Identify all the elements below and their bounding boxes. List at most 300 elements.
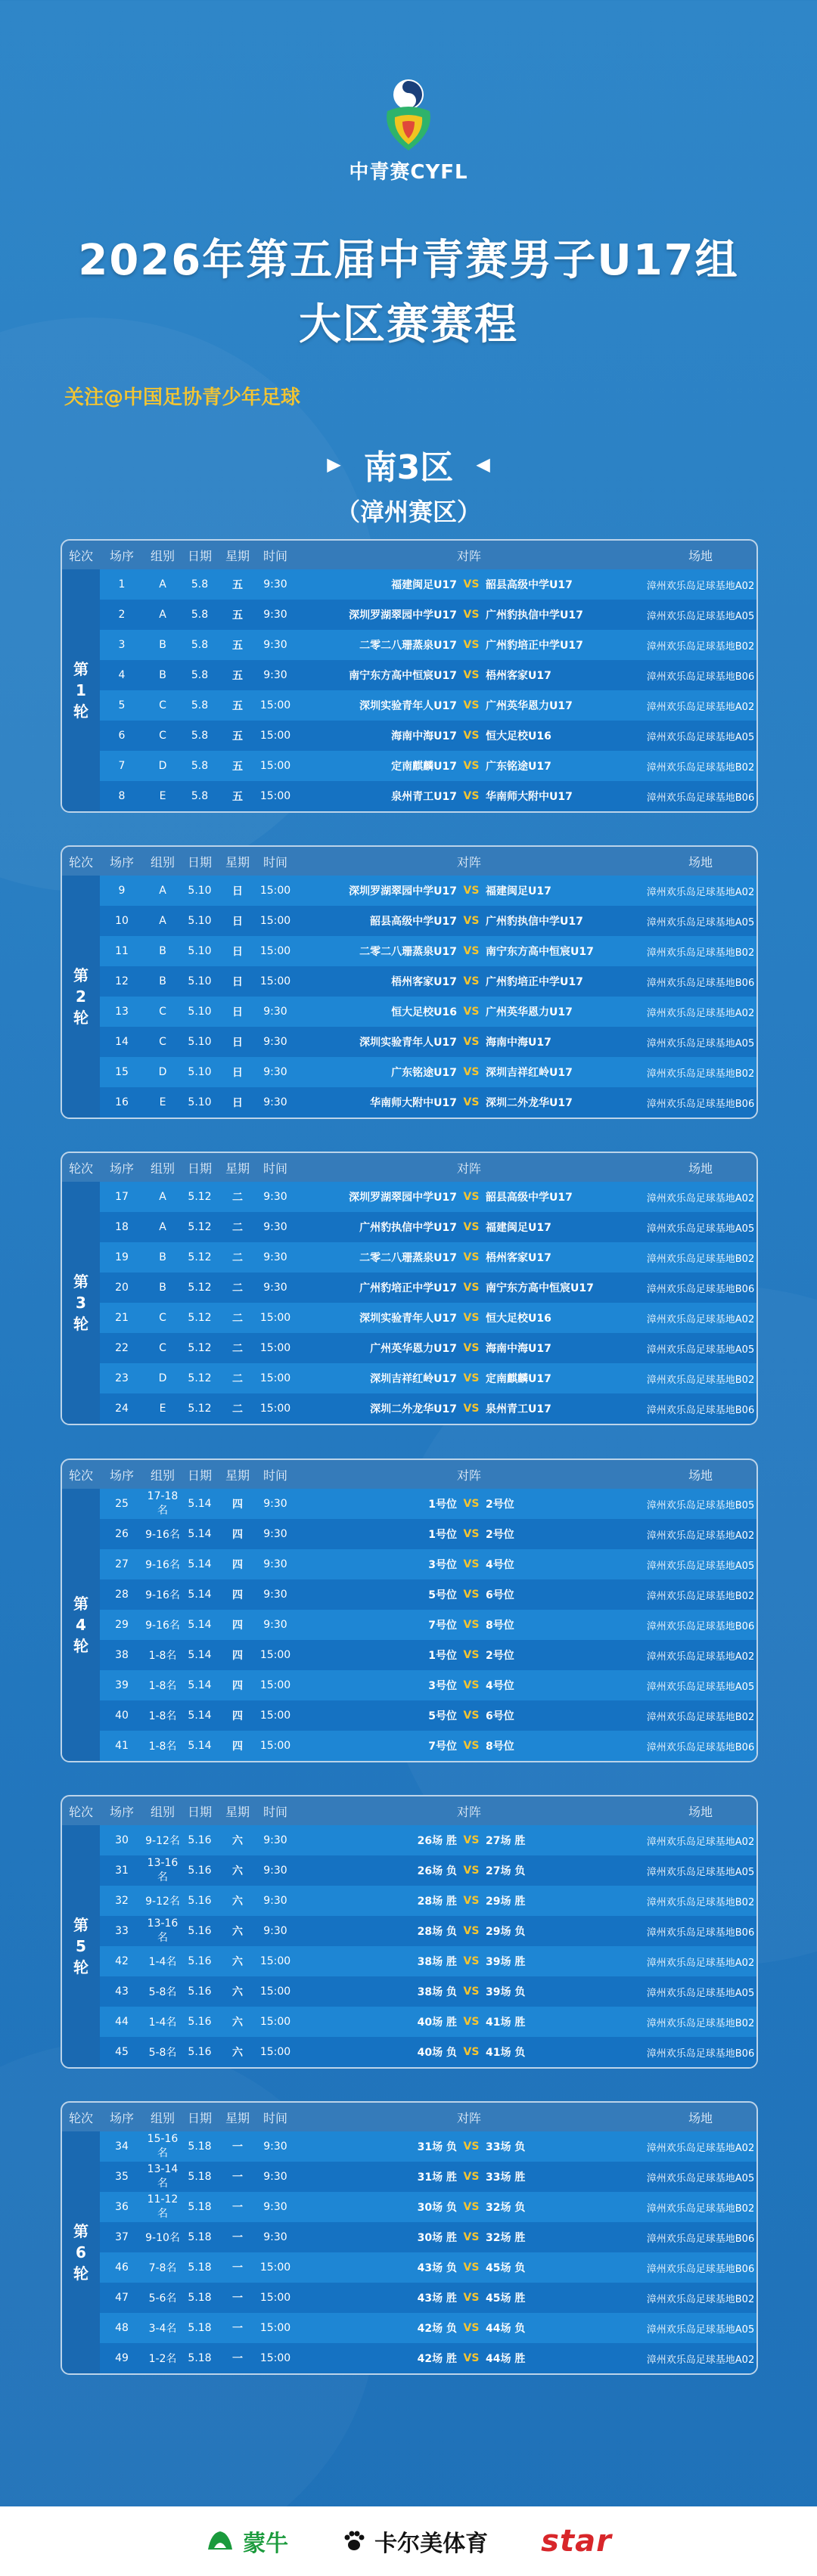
table-row bbox=[100, 1242, 756, 1273]
home-team: 1号位 bbox=[428, 1499, 457, 1511]
date: 5.18 bbox=[188, 2201, 212, 2213]
round-table bbox=[61, 539, 758, 813]
region-name: 南3区 bbox=[363, 448, 454, 487]
match-number: 17 bbox=[115, 1191, 129, 1203]
time: 15:00 bbox=[259, 730, 291, 742]
column-header-group: 组别 bbox=[150, 1161, 175, 1176]
home-team: 深圳罗湖翠园中学U17 bbox=[349, 885, 457, 897]
home-team: 广东铭途U17 bbox=[391, 1067, 457, 1079]
date: 5.12 bbox=[188, 1372, 212, 1384]
column-header-weekday: 星期 bbox=[225, 2110, 250, 2125]
group: 3-4名 bbox=[148, 2323, 177, 2335]
column-header-time: 时间 bbox=[262, 1804, 287, 1819]
column-header-date: 日期 bbox=[187, 854, 212, 870]
weekday: 六 bbox=[232, 1986, 243, 1998]
table-row bbox=[100, 1946, 756, 1976]
triangle-right-icon: ▶ bbox=[327, 454, 341, 475]
venue: 漳州欢乐岛足球基地B02 bbox=[646, 947, 755, 959]
group: B bbox=[159, 639, 166, 651]
vs-label: VS bbox=[463, 1649, 480, 1661]
group: A bbox=[159, 1191, 166, 1203]
home-team: 1号位 bbox=[428, 1650, 457, 1662]
vs-label: VS bbox=[463, 1589, 480, 1601]
time: 15:00 bbox=[259, 2322, 291, 2334]
weekday: 一 bbox=[232, 2353, 243, 2365]
time: 15:00 bbox=[259, 945, 291, 957]
away-team: 8号位 bbox=[486, 1620, 514, 1632]
round-table bbox=[61, 1458, 758, 1762]
vs-label: VS bbox=[463, 1710, 480, 1722]
column-header-match: 对阵 bbox=[456, 854, 481, 870]
group: 13-16名 bbox=[147, 1917, 179, 1944]
match-number: 22 bbox=[115, 1342, 129, 1354]
round-label-char: 2 bbox=[76, 987, 86, 1006]
weekday: 五 bbox=[232, 761, 243, 773]
date: 5.16 bbox=[188, 1895, 212, 1907]
time: 15:00 bbox=[259, 1710, 291, 1722]
home-team: 深圳实验青年人U17 bbox=[359, 1313, 457, 1325]
sponsor-mengniu bbox=[205, 2525, 288, 2558]
round-label bbox=[62, 2131, 100, 2373]
date: 5.10 bbox=[188, 1066, 212, 1078]
match-number: 25 bbox=[115, 1498, 129, 1510]
time: 15:00 bbox=[259, 2292, 291, 2304]
away-team: 广州豹执信中学U17 bbox=[486, 916, 583, 928]
weekday: 一 bbox=[232, 2202, 243, 2214]
round-label bbox=[62, 1489, 100, 1761]
away-team: 深圳二外龙华U17 bbox=[486, 1097, 573, 1109]
time: 9:30 bbox=[263, 2140, 287, 2153]
time: 9:30 bbox=[263, 1558, 287, 1570]
home-team: 26场 胜 bbox=[417, 1835, 457, 1847]
table-row bbox=[100, 966, 756, 997]
venue: 漳州欢乐岛足球基地B02 bbox=[646, 761, 755, 773]
weekday: 六 bbox=[232, 1865, 243, 1877]
vs-label: VS bbox=[463, 699, 480, 711]
venue: 漳州欢乐岛足球基地B06 bbox=[646, 2233, 755, 2245]
match-number: 15 bbox=[115, 1066, 129, 1078]
group: A bbox=[159, 885, 166, 897]
home-team: 广州英华恩力U17 bbox=[370, 1343, 457, 1355]
match-number: 46 bbox=[115, 2261, 129, 2274]
vs-label: VS bbox=[463, 975, 480, 987]
venue: 漳州欢乐岛足球基地A02 bbox=[646, 886, 755, 898]
venue: 漳州欢乐岛足球基地A02 bbox=[646, 1192, 755, 1204]
time: 9:30 bbox=[263, 1925, 287, 1937]
date: 5.14 bbox=[188, 1619, 212, 1631]
column-header-seq: 场序 bbox=[109, 1161, 134, 1176]
round-label-char: 第 bbox=[73, 966, 89, 984]
date: 5.18 bbox=[188, 2140, 212, 2153]
table-row bbox=[100, 1640, 756, 1670]
column-header-time: 时间 bbox=[262, 1161, 287, 1176]
column-header-round: 轮次 bbox=[68, 1161, 93, 1176]
venue: 漳州欢乐岛足球基地B02 bbox=[646, 1253, 755, 1265]
table-row bbox=[100, 2192, 756, 2222]
round-label bbox=[62, 569, 100, 811]
round-label-char: 轮 bbox=[73, 1637, 89, 1655]
venue: 漳州欢乐岛足球基地B02 bbox=[646, 640, 755, 653]
home-team: 韶县高级中学U17 bbox=[370, 916, 457, 928]
group: E bbox=[159, 1096, 166, 1108]
match-number: 47 bbox=[115, 2292, 129, 2304]
away-team: 33场 负 bbox=[486, 2141, 526, 2153]
weekday: 日 bbox=[232, 1067, 243, 1079]
group: A bbox=[159, 915, 166, 927]
match-number: 1 bbox=[118, 578, 126, 591]
column-header-venue: 场地 bbox=[688, 548, 713, 563]
home-team: 二零二八珊蒸泉U17 bbox=[359, 1252, 457, 1264]
match-number: 34 bbox=[115, 2140, 129, 2153]
time: 15:00 bbox=[259, 2261, 291, 2274]
home-team: 1号位 bbox=[428, 1529, 457, 1541]
home-team: 海南中海U17 bbox=[391, 730, 457, 742]
time: 15:00 bbox=[259, 699, 291, 711]
vs-label: VS bbox=[463, 2261, 480, 2274]
weekday: 五 bbox=[232, 730, 243, 742]
time: 9:30 bbox=[263, 2231, 287, 2243]
group: E bbox=[159, 790, 166, 802]
match-number: 21 bbox=[115, 1312, 129, 1324]
time: 9:30 bbox=[263, 669, 287, 681]
group: 9-12名 bbox=[145, 1896, 180, 1908]
time: 15:00 bbox=[259, 790, 291, 802]
home-team: 30场 胜 bbox=[417, 2232, 457, 2244]
away-team: 广州豹执信中学U17 bbox=[486, 609, 583, 622]
match-number: 43 bbox=[115, 1985, 129, 1998]
date: 5.14 bbox=[188, 1649, 212, 1661]
vs-label: VS bbox=[463, 1955, 480, 1967]
away-team: 41场 负 bbox=[486, 2047, 526, 2059]
round-label-char: 1 bbox=[76, 681, 86, 699]
column-header-match: 对阵 bbox=[456, 1161, 481, 1176]
match-number: 19 bbox=[115, 1251, 129, 1263]
group: 17-18名 bbox=[147, 1490, 179, 1517]
date: 5.12 bbox=[188, 1403, 212, 1415]
home-team: 28场 胜 bbox=[417, 1896, 457, 1908]
group: C bbox=[159, 1312, 166, 1324]
time: 15:00 bbox=[259, 915, 291, 927]
weekday: 一 bbox=[232, 2232, 243, 2244]
time: 15:00 bbox=[259, 1740, 291, 1752]
group: 11-12名 bbox=[147, 2193, 179, 2220]
follow-text: 关注@中国足协青少年足球 bbox=[64, 386, 301, 409]
time: 15:00 bbox=[259, 1312, 291, 1324]
column-header-round: 轮次 bbox=[68, 2110, 93, 2125]
round-label bbox=[62, 1825, 100, 2067]
date: 5.14 bbox=[188, 1558, 212, 1570]
venue: 漳州欢乐岛足球基地A05 bbox=[646, 916, 755, 928]
away-team: 6号位 bbox=[486, 1710, 514, 1722]
table-row bbox=[100, 2222, 756, 2252]
away-team: 福建闽足U17 bbox=[486, 1222, 551, 1234]
table-row bbox=[100, 751, 756, 781]
weekday: 日 bbox=[232, 916, 243, 928]
weekday: 四 bbox=[232, 1620, 243, 1632]
vs-label: VS bbox=[463, 1558, 480, 1570]
column-header-venue: 场地 bbox=[688, 2110, 713, 2125]
weekday: 日 bbox=[232, 1097, 243, 1109]
date: 5.8 bbox=[191, 609, 209, 621]
vs-label: VS bbox=[463, 2231, 480, 2243]
vs-label: VS bbox=[463, 2322, 480, 2334]
vs-label: VS bbox=[463, 2016, 480, 2028]
sponsor-star-name: star bbox=[541, 2524, 612, 2559]
match-number: 11 bbox=[115, 945, 129, 957]
column-header-date: 日期 bbox=[187, 548, 212, 563]
round-label-char: 轮 bbox=[73, 1958, 89, 1976]
vs-label: VS bbox=[463, 1403, 480, 1415]
table-row bbox=[100, 1303, 756, 1333]
venue: 漳州欢乐岛足球基地A05 bbox=[646, 1223, 755, 1235]
weekday: 二 bbox=[232, 1282, 243, 1294]
table-row bbox=[100, 1579, 756, 1610]
weekday: 一 bbox=[232, 2171, 243, 2184]
venue: 漳州欢乐岛足球基地A02 bbox=[646, 1007, 755, 1019]
vs-label: VS bbox=[463, 885, 480, 897]
away-team: 44场 胜 bbox=[486, 2353, 526, 2365]
date: 5.16 bbox=[188, 1865, 212, 1877]
away-team: 海南中海U17 bbox=[486, 1343, 551, 1355]
match-number: 20 bbox=[115, 1282, 129, 1294]
match-number: 44 bbox=[115, 2016, 129, 2028]
weekday: 一 bbox=[232, 2262, 243, 2274]
vs-label: VS bbox=[463, 1865, 480, 1877]
match-number: 40 bbox=[115, 1710, 129, 1722]
away-team: 南宁东方高中恒宸U17 bbox=[486, 946, 594, 958]
time: 9:30 bbox=[263, 1498, 287, 1510]
column-header-weekday: 星期 bbox=[225, 854, 250, 870]
weekday: 五 bbox=[232, 609, 243, 622]
home-team: 7号位 bbox=[428, 1620, 457, 1632]
venue: 漳州欢乐岛足球基地A05 bbox=[646, 1344, 755, 1356]
round-label-char: 轮 bbox=[73, 1009, 89, 1027]
date: 5.12 bbox=[188, 1191, 212, 1203]
table-header bbox=[62, 2103, 756, 2131]
column-header-match: 对阵 bbox=[456, 1804, 481, 1819]
date: 5.14 bbox=[188, 1679, 212, 1691]
date: 5.14 bbox=[188, 1710, 212, 1722]
home-team: 38场 负 bbox=[417, 1986, 457, 1998]
vs-label: VS bbox=[463, 1925, 480, 1937]
date: 5.18 bbox=[188, 2352, 212, 2364]
away-team: 福建闽足U17 bbox=[486, 885, 551, 897]
date: 5.14 bbox=[188, 1498, 212, 1510]
time: 15:00 bbox=[259, 760, 291, 772]
date: 5.10 bbox=[188, 1036, 212, 1048]
vs-label: VS bbox=[463, 1096, 480, 1108]
vs-label: VS bbox=[463, 1740, 480, 1752]
date: 5.8 bbox=[191, 699, 209, 711]
venue: 漳州欢乐岛足球基地B02 bbox=[646, 1896, 755, 1908]
time: 15:00 bbox=[259, 1342, 291, 1354]
column-header-match: 对阵 bbox=[456, 2110, 481, 2125]
vs-label: VS bbox=[463, 1372, 480, 1384]
match-number: 26 bbox=[115, 1528, 129, 1540]
away-team: 韶县高级中学U17 bbox=[486, 1192, 573, 1204]
column-header-seq: 场序 bbox=[109, 548, 134, 563]
time: 9:30 bbox=[263, 1865, 287, 1877]
away-team: 华南师大附中U17 bbox=[486, 791, 573, 803]
venue: 漳州欢乐岛足球基地B06 bbox=[646, 1927, 755, 1939]
away-team: 广东铭途U17 bbox=[486, 761, 551, 773]
venue: 漳州欢乐岛足球基地B02 bbox=[646, 1590, 755, 1602]
time: 9:30 bbox=[263, 578, 287, 591]
away-team: 恒大足校U16 bbox=[486, 1313, 551, 1325]
time: 9:30 bbox=[263, 1895, 287, 1907]
round-table bbox=[61, 1152, 758, 1425]
table-header bbox=[62, 1153, 756, 1182]
table-row bbox=[100, 2313, 756, 2343]
table-row bbox=[100, 2162, 756, 2192]
column-header-venue: 场地 bbox=[688, 1468, 713, 1483]
away-team: 梧州客家U17 bbox=[486, 1252, 551, 1264]
group: 1-8名 bbox=[148, 1680, 177, 1692]
home-team: 30场 负 bbox=[417, 2202, 457, 2214]
vs-label: VS bbox=[463, 2352, 480, 2364]
match-number: 30 bbox=[115, 1834, 129, 1846]
column-header-time: 时间 bbox=[262, 548, 287, 563]
table-row bbox=[100, 1182, 756, 1212]
weekday: 一 bbox=[232, 2141, 243, 2153]
group: 1-8名 bbox=[148, 1650, 177, 1662]
round-label-char: 第 bbox=[73, 1595, 89, 1613]
away-team: 2号位 bbox=[486, 1650, 514, 1662]
time: 9:30 bbox=[263, 1096, 287, 1108]
date: 5.10 bbox=[188, 1096, 212, 1108]
round-label-char: 第 bbox=[73, 1273, 89, 1291]
column-header-venue: 场地 bbox=[688, 1161, 713, 1176]
weekday: 四 bbox=[232, 1589, 243, 1601]
table-row bbox=[100, 1549, 756, 1579]
weekday: 二 bbox=[232, 1373, 243, 1385]
date: 5.8 bbox=[191, 790, 209, 802]
match-number: 12 bbox=[115, 975, 129, 987]
venue: 漳州欢乐岛足球基地A05 bbox=[646, 1866, 755, 1878]
match-number: 35 bbox=[115, 2171, 129, 2183]
table-row bbox=[100, 906, 756, 936]
match-number: 5 bbox=[118, 699, 126, 711]
time: 9:30 bbox=[263, 2171, 287, 2183]
weekday: 四 bbox=[232, 1650, 243, 1662]
vs-label: VS bbox=[463, 1679, 480, 1691]
home-team: 28场 负 bbox=[417, 1926, 457, 1938]
table-header bbox=[62, 1460, 756, 1489]
away-team: 广州豹培正中学U17 bbox=[486, 976, 583, 988]
time: 9:30 bbox=[263, 609, 287, 621]
match-number: 4 bbox=[118, 669, 126, 681]
column-header-group: 组别 bbox=[150, 2110, 175, 2125]
away-team: 39场 负 bbox=[486, 1986, 526, 1998]
vs-label: VS bbox=[463, 609, 480, 621]
round-table bbox=[61, 1795, 758, 2069]
away-team: 45场 胜 bbox=[486, 2292, 526, 2305]
venue: 漳州欢乐岛足球基地B06 bbox=[646, 977, 755, 989]
venue: 漳州欢乐岛足球基地A02 bbox=[646, 580, 755, 592]
time: 9:30 bbox=[263, 1191, 287, 1203]
column-header-seq: 场序 bbox=[109, 1468, 134, 1483]
table-row bbox=[100, 721, 756, 751]
sponsor-kelme-name: 卡尔美体育 bbox=[374, 2531, 489, 2557]
date: 5.10 bbox=[188, 915, 212, 927]
home-team: 二零二八珊蒸泉U17 bbox=[359, 640, 457, 652]
weekday: 二 bbox=[232, 1222, 243, 1234]
home-team: 43场 胜 bbox=[417, 2292, 457, 2305]
table-header bbox=[62, 1796, 756, 1825]
table-row bbox=[100, 690, 756, 721]
table-row bbox=[100, 1087, 756, 1118]
weekday: 四 bbox=[232, 1680, 243, 1692]
column-header-date: 日期 bbox=[187, 1804, 212, 1819]
group: B bbox=[159, 945, 166, 957]
away-team: 6号位 bbox=[486, 1589, 514, 1601]
round-label-char: 4 bbox=[76, 1616, 86, 1634]
time: 9:30 bbox=[263, 639, 287, 651]
match-number: 45 bbox=[115, 2046, 129, 2058]
round-label-char: 轮 bbox=[73, 702, 89, 721]
match-number: 2 bbox=[118, 609, 126, 621]
match-number: 28 bbox=[115, 1589, 129, 1601]
match-number: 13 bbox=[115, 1006, 129, 1018]
vs-label: VS bbox=[463, 1282, 480, 1294]
group: 1-8名 bbox=[148, 1710, 177, 1722]
date: 5.10 bbox=[188, 975, 212, 987]
group: D bbox=[158, 760, 167, 772]
match-number: 48 bbox=[115, 2322, 129, 2334]
weekday: 六 bbox=[232, 2016, 243, 2029]
group: 7-8名 bbox=[148, 2262, 177, 2274]
match-number: 29 bbox=[115, 1619, 129, 1631]
weekday: 日 bbox=[232, 885, 243, 897]
home-team: 31场 胜 bbox=[417, 2171, 457, 2184]
table-row bbox=[100, 1212, 756, 1242]
vs-label: VS bbox=[463, 1221, 480, 1233]
home-team: 深圳罗湖翠园中学U17 bbox=[349, 609, 457, 622]
match-number: 8 bbox=[118, 790, 126, 802]
weekday: 五 bbox=[232, 670, 243, 682]
column-header-match: 对阵 bbox=[456, 1468, 481, 1483]
column-header-time: 时间 bbox=[262, 854, 287, 870]
vs-label: VS bbox=[463, 2046, 480, 2058]
column-header-group: 组别 bbox=[150, 1804, 175, 1819]
column-header-round: 轮次 bbox=[68, 548, 93, 563]
home-team: 广州豹培正中学U17 bbox=[359, 1282, 457, 1294]
group: 9-12名 bbox=[145, 1835, 180, 1847]
away-team: 29场 负 bbox=[486, 1926, 526, 1938]
home-team: 泉州青工U17 bbox=[391, 791, 457, 803]
venue: 漳州欢乐岛足球基地A02 bbox=[646, 2142, 755, 2154]
group: 1-8名 bbox=[148, 1741, 177, 1753]
round-label bbox=[62, 876, 100, 1118]
away-team: 恒大足校U16 bbox=[486, 730, 551, 742]
venue: 漳州欢乐岛足球基地B06 bbox=[646, 671, 755, 683]
venue: 漳州欢乐岛足球基地B02 bbox=[646, 2293, 755, 2305]
round-table bbox=[61, 2101, 758, 2375]
table-row bbox=[100, 1333, 756, 1363]
away-team: 45场 负 bbox=[486, 2262, 526, 2274]
table-row bbox=[100, 1700, 756, 1731]
weekday: 日 bbox=[232, 946, 243, 958]
round-label-char: 6 bbox=[76, 2243, 86, 2261]
date: 5.8 bbox=[191, 578, 209, 591]
table-row bbox=[100, 1825, 756, 1855]
home-team: 梧州客家U17 bbox=[391, 976, 457, 988]
match-number: 41 bbox=[115, 1740, 129, 1752]
home-team: 深圳二外龙华U17 bbox=[370, 1403, 457, 1415]
table-row bbox=[100, 1273, 756, 1303]
round-label-char: 轮 bbox=[73, 1315, 89, 1333]
logo-text: 中青赛CYFL bbox=[349, 161, 468, 184]
